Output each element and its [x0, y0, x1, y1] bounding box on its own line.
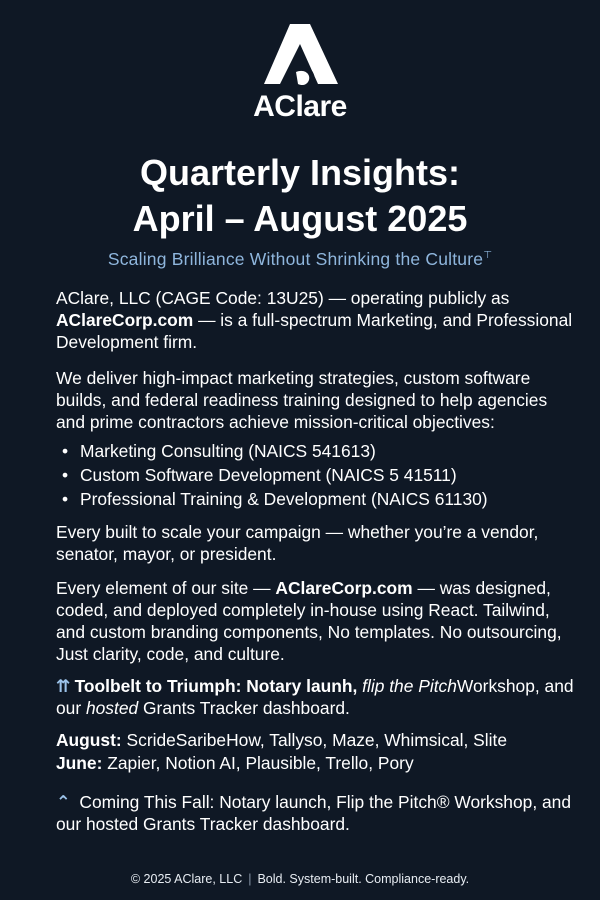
toolbelt-paragraph: [56, 675, 578, 719]
scale-paragraph: Every built to scale your campaign — whether you’re a vendor, senator, mayor, or president.: [56, 522, 539, 564]
site-lead: Every element of our site —: [56, 578, 276, 598]
toolbelt-italic-2: hosted: [85, 698, 139, 718]
june-label: June:: [56, 753, 103, 773]
double-chevron-up-icon: ⇈: [56, 676, 71, 696]
intro-paragraph: [56, 287, 578, 353]
title-line-2: April – August 2025: [132, 198, 468, 239]
august-text: ScrideSaribeHow, Tallyso, Maze, Whimsical, Slite: [121, 730, 507, 750]
footer-copyright: © 2025 AClare, LLC: [130, 872, 243, 886]
title-line-1: Quarterly Insights:: [139, 152, 461, 193]
intro-rest: — is a full-spectrum Marketing, and Professional Development firm.: [56, 310, 573, 352]
footer-separator: |: [248, 872, 252, 886]
toolbelt-rest: Grants Tracker dashboard.: [138, 698, 350, 718]
site-bold-text: — was designed, coded, and deployed completely in-house using React.: [56, 578, 551, 620]
chevron-up-icon: ⌃: [56, 792, 71, 812]
subtitle: [0, 249, 600, 270]
aclare-logo-icon: [260, 22, 340, 94]
brand-logo: [0, 22, 600, 124]
service-item: • Professional Training & Development (NAICS 61130): [62, 487, 578, 511]
coming-paragraph: [56, 791, 578, 835]
site-name: AClareCorp.com: [275, 578, 413, 598]
brand-name: AClare: [253, 90, 347, 123]
june-text: Zapier, Notion AI, Plausible, Trello, Pory: [102, 753, 414, 773]
intro-site-name: AClareCorp.com: [56, 310, 194, 330]
subtitle-text: Scaling Brilliance Without Shrinking the Culture: [107, 249, 484, 269]
tools-section: [56, 729, 578, 775]
toolbelt-mid: Workshop, and our: [56, 676, 574, 718]
page-title: [0, 150, 600, 242]
service-item: • Custom Software Development (NAICS 5 41511): [62, 463, 578, 487]
footer-tagline: Bold. System-built. Compliance-ready.: [257, 872, 470, 886]
toolbelt-bold: Toolbelt to Triumph: Notary launh,: [74, 676, 363, 696]
tools-august: [56, 729, 578, 752]
about-paragraph: We deliver high-impact marketing strategies, custom software builds, and federal readiness training designed to help agencies and prime contractors achieve mission-critical objectives:: [56, 368, 548, 432]
toolbelt-italic-1: flip the Pitch: [362, 676, 457, 696]
site-rest: Tailwind, and custom branding components, No templates. No outsourcing, Just clarity, code, and culture.: [56, 600, 562, 664]
services-list: [62, 439, 578, 511]
tools-june: [56, 752, 578, 775]
footer: [0, 872, 600, 886]
subtitle-mark: ⊤: [483, 250, 493, 262]
main-content: [56, 287, 578, 835]
service-item: • Marketing Consulting (NAICS 541613): [62, 439, 578, 463]
coming-text: Coming This Fall: Notary launch, Flip the Pitch® Workshop, and our hosted Grants Tracker dashboard.: [56, 792, 572, 834]
site-paragraph: [56, 577, 578, 665]
intro-lead: AClare, LLC (CAGE Code: 13U25) — operating publicly as: [56, 288, 510, 308]
august-label: August:: [56, 730, 122, 750]
